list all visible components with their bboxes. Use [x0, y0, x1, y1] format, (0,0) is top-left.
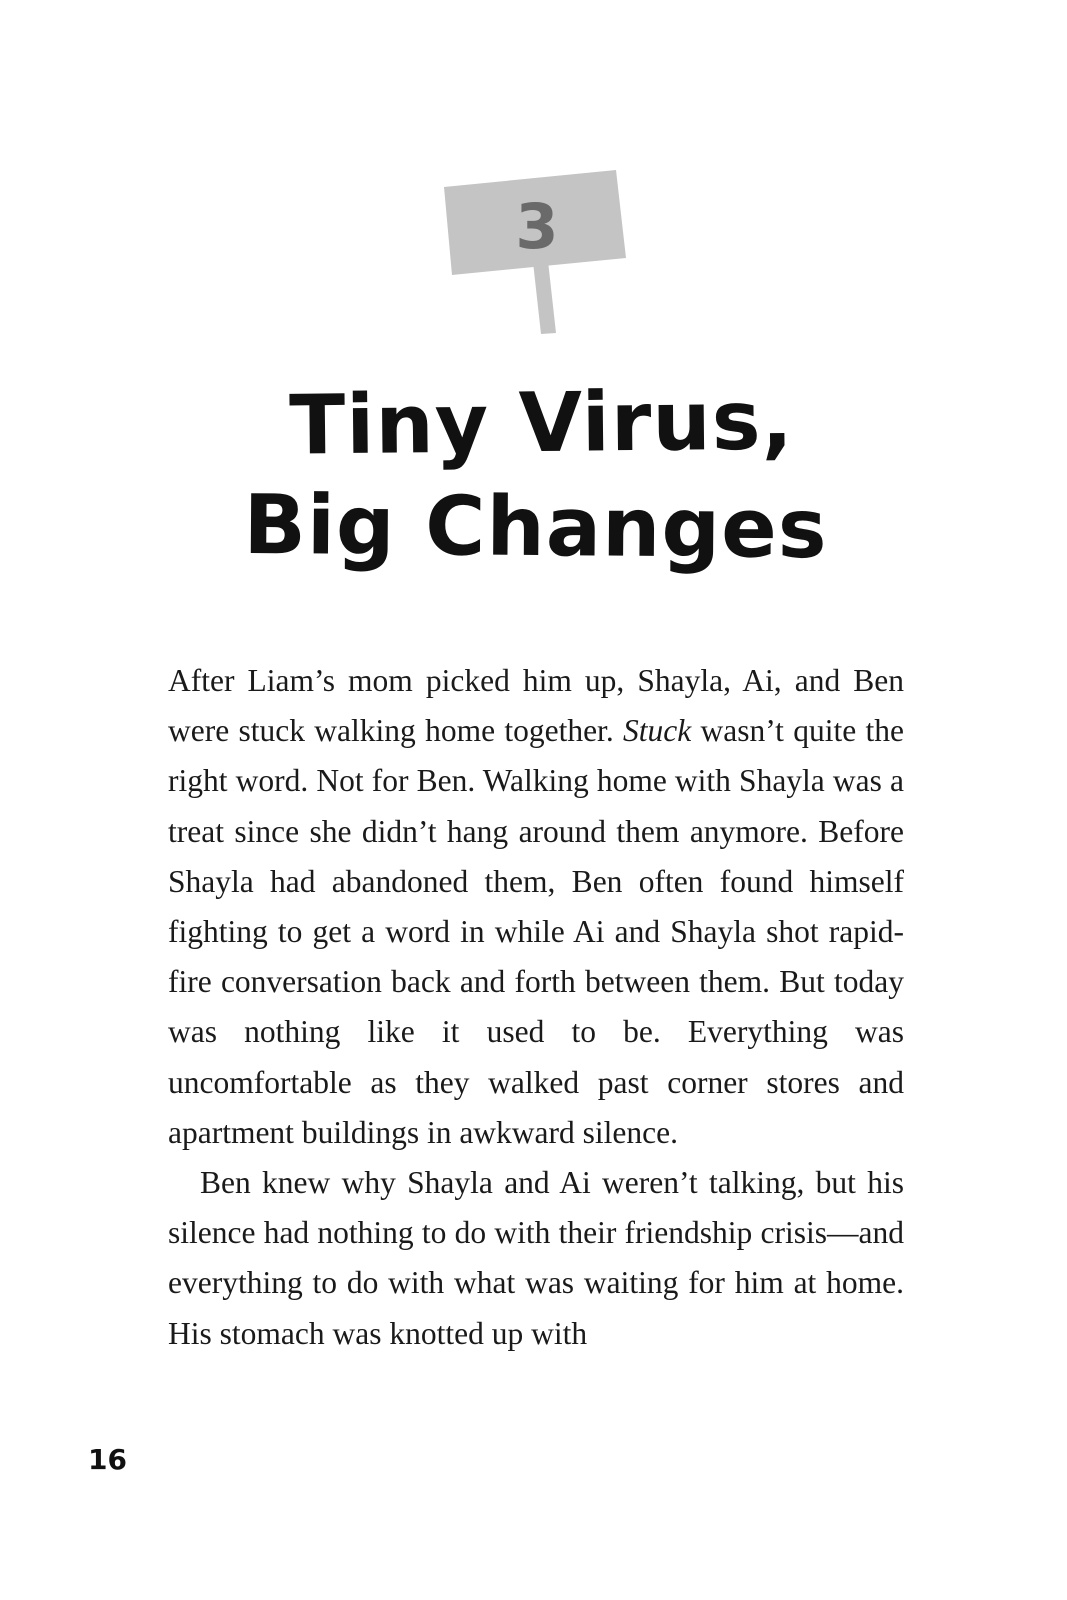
paragraph-1-part-1: After Liam’s mom picked him up, Shayla, Ai, and Ben were stuck walking home together. — [168, 663, 904, 749]
chapter-title-line-1: Tiny Virus, — [288, 373, 795, 474]
paragraph-1-emphasis: Stuck — [623, 713, 692, 749]
chapter-sign-graphic — [0, 0, 1067, 360]
chapter-number: 3 — [515, 190, 559, 263]
sign-post — [533, 261, 556, 334]
chapter-sign — [0, 0, 1067, 360]
body-text — [168, 656, 904, 1359]
chapter-title-line-2: Big Changes — [243, 477, 828, 578]
chapter-title — [0, 372, 1067, 580]
paragraph-1-part-2: wasn’t quite the right word. Not for Ben. Walking home with Shayla was a treat since she didn’t hang around them anymore. Before Shayla had abandoned them, Ben often found himself fighting to get a word in while Ai and Shayla shot rapid-fire conversation back and forth between them. But today was nothing like it used to be. Everything was uncomfortable as they walked past corner stores and apartment buildings in awkward silence. — [168, 713, 904, 1150]
paragraph-2: Ben knew why Shayla and Ai weren’t talking, but his silence had nothing to do with their friendship crisis—and everything to do with what was waiting for him at home. His stomach was knotted up with — [168, 1165, 904, 1351]
page-number: 16 — [88, 1443, 127, 1476]
paragraph-1 — [168, 656, 904, 1158]
